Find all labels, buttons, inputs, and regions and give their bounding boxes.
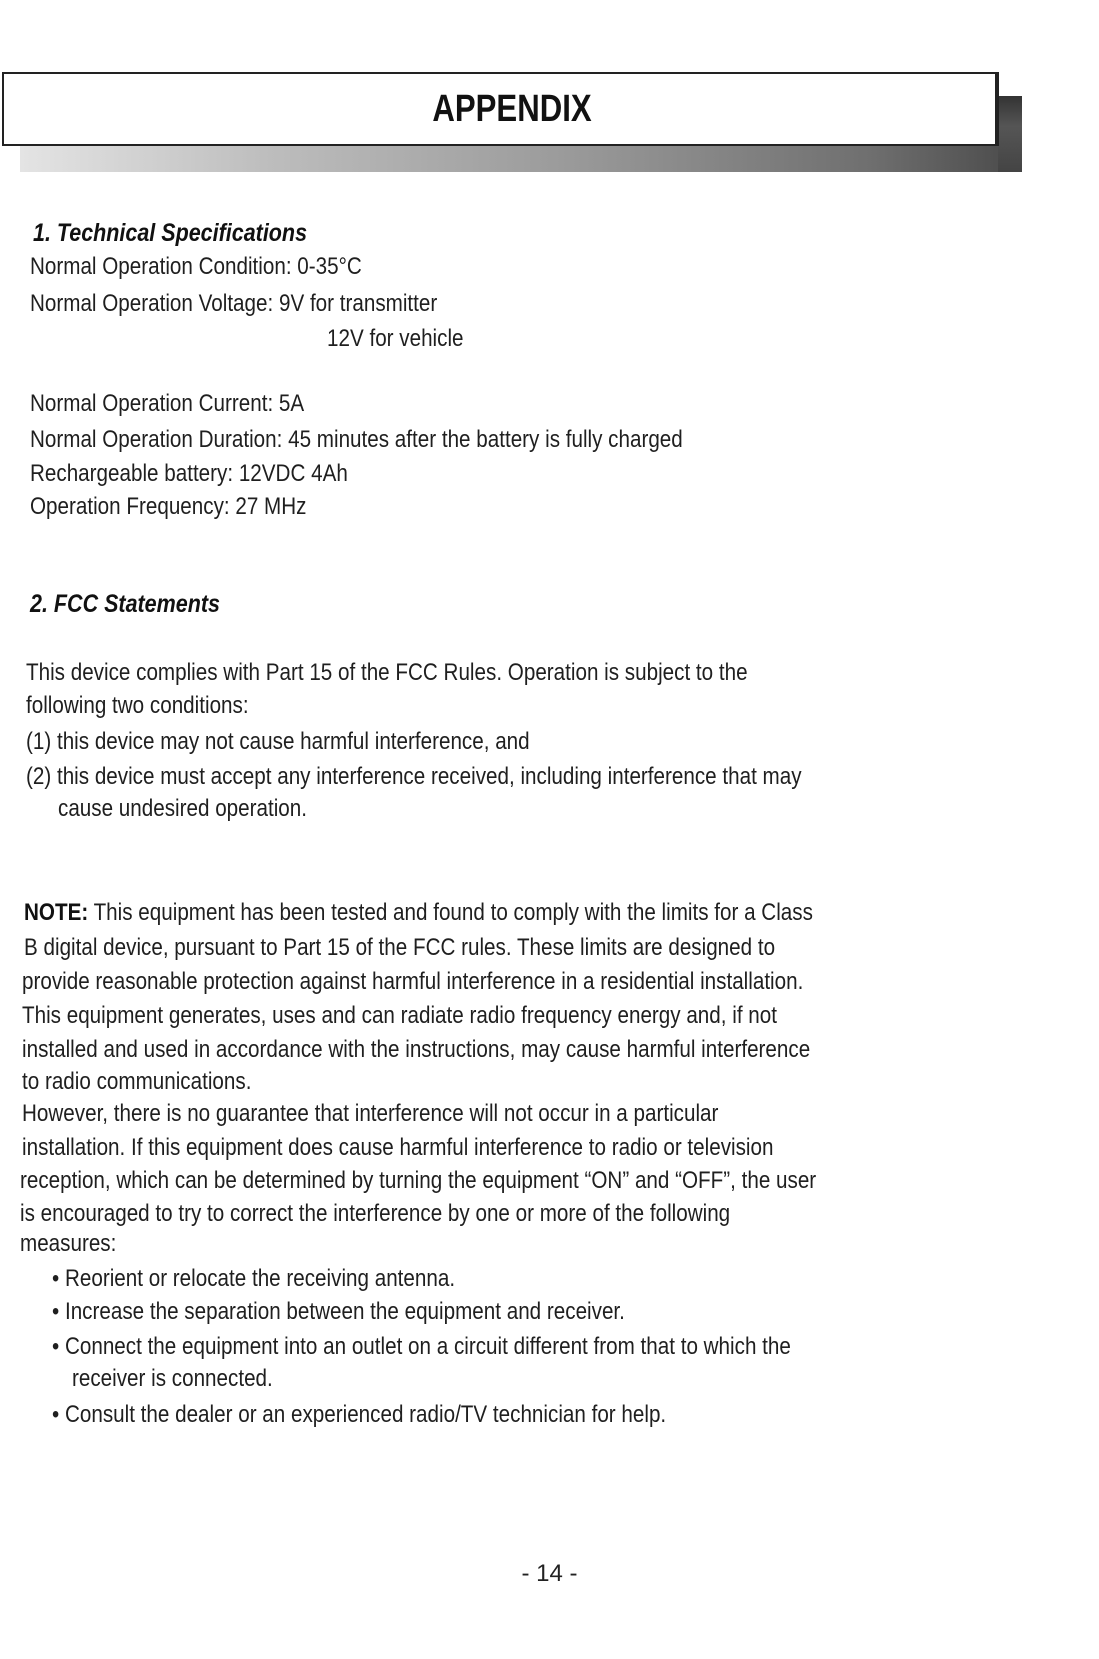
- note-line-3: provide reasonable protection against harmful interference in a residential installation.: [22, 968, 804, 995]
- measure-bullet-2: • Increase the separation between the equipment and receiver.: [52, 1298, 625, 1325]
- spec-voltage: Normal Operation Voltage: 9V for transmitter: [30, 290, 438, 317]
- note-line-1: [24, 899, 813, 927]
- note-line-2: B digital device, pursuant to Part 15 of the FCC rules. These limits are designed to: [24, 934, 776, 961]
- fcc-condition-1: (1) this device may not cause harmful interference, and: [26, 728, 530, 755]
- note-line-7: However, there is no guarantee that interference will not occur in a particular: [22, 1100, 719, 1127]
- header-shadow-bar: [20, 144, 1020, 172]
- spec-duration: Normal Operation Duration: 45 minutes after the battery is fully charged: [30, 426, 683, 453]
- note-label: NOTE:: [24, 899, 89, 926]
- spec-current: Normal Operation Current: 5A: [30, 390, 305, 417]
- technical-specifications-heading: 1. Technical Specifications: [33, 219, 308, 247]
- spec-condition: Normal Operation Condition: 0-35°C: [30, 253, 362, 280]
- measure-bullet-3: • Connect the equipment into an outlet on a circuit different from that to which the: [52, 1333, 791, 1360]
- note-line-10: is encouraged to try to correct the interference by one or more of the following: [20, 1200, 731, 1227]
- header-box-edge: [995, 72, 999, 146]
- note-line-5: installed and used in accordance with the instructions, may cause harmful interference: [22, 1036, 811, 1063]
- fcc-intro-line-2: following two conditions:: [26, 692, 249, 719]
- measure-bullet-4: • Consult the dealer or an experienced radio/TV technician for help.: [52, 1401, 667, 1428]
- fcc-intro-line-1: This device complies with Part 15 of the FCC Rules. Operation is subject to the: [26, 659, 748, 686]
- spec-voltage-vehicle: 12V for vehicle: [327, 325, 464, 352]
- spec-frequency: Operation Frequency: 27 MHz: [30, 493, 307, 520]
- fcc-statements-heading: 2. FCC Statements: [30, 590, 220, 618]
- spec-battery: Rechargeable battery: 12VDC 4Ah: [30, 460, 348, 487]
- measure-bullet-1: • Reorient or relocate the receiving antenna.: [52, 1265, 456, 1292]
- note-line-4: This equipment generates, uses and can radiate radio frequency energy and, if not: [22, 1002, 777, 1029]
- fcc-condition-2-line-2: cause undesired operation.: [58, 795, 308, 822]
- header-shadow-right: [998, 96, 1022, 172]
- note-line-9: reception, which can be determined by turning the equipment “ON” and “OFF”, the user: [20, 1167, 817, 1194]
- note-line-6: to radio communications.: [22, 1068, 252, 1095]
- fcc-condition-2-line-1: (2) this device must accept any interference received, including interference that may: [26, 763, 802, 790]
- page-number: - 14 -: [521, 1560, 578, 1587]
- note-line-1-text: This equipment has been tested and found to comply with the limits for a Class: [88, 899, 813, 926]
- note-line-8: installation. If this equipment does cause harmful interference to radio or television: [22, 1134, 774, 1161]
- page-title: APPENDIX: [432, 88, 592, 130]
- note-line-11: measures:: [20, 1230, 117, 1257]
- measure-bullet-3-continued: receiver is connected.: [72, 1365, 273, 1392]
